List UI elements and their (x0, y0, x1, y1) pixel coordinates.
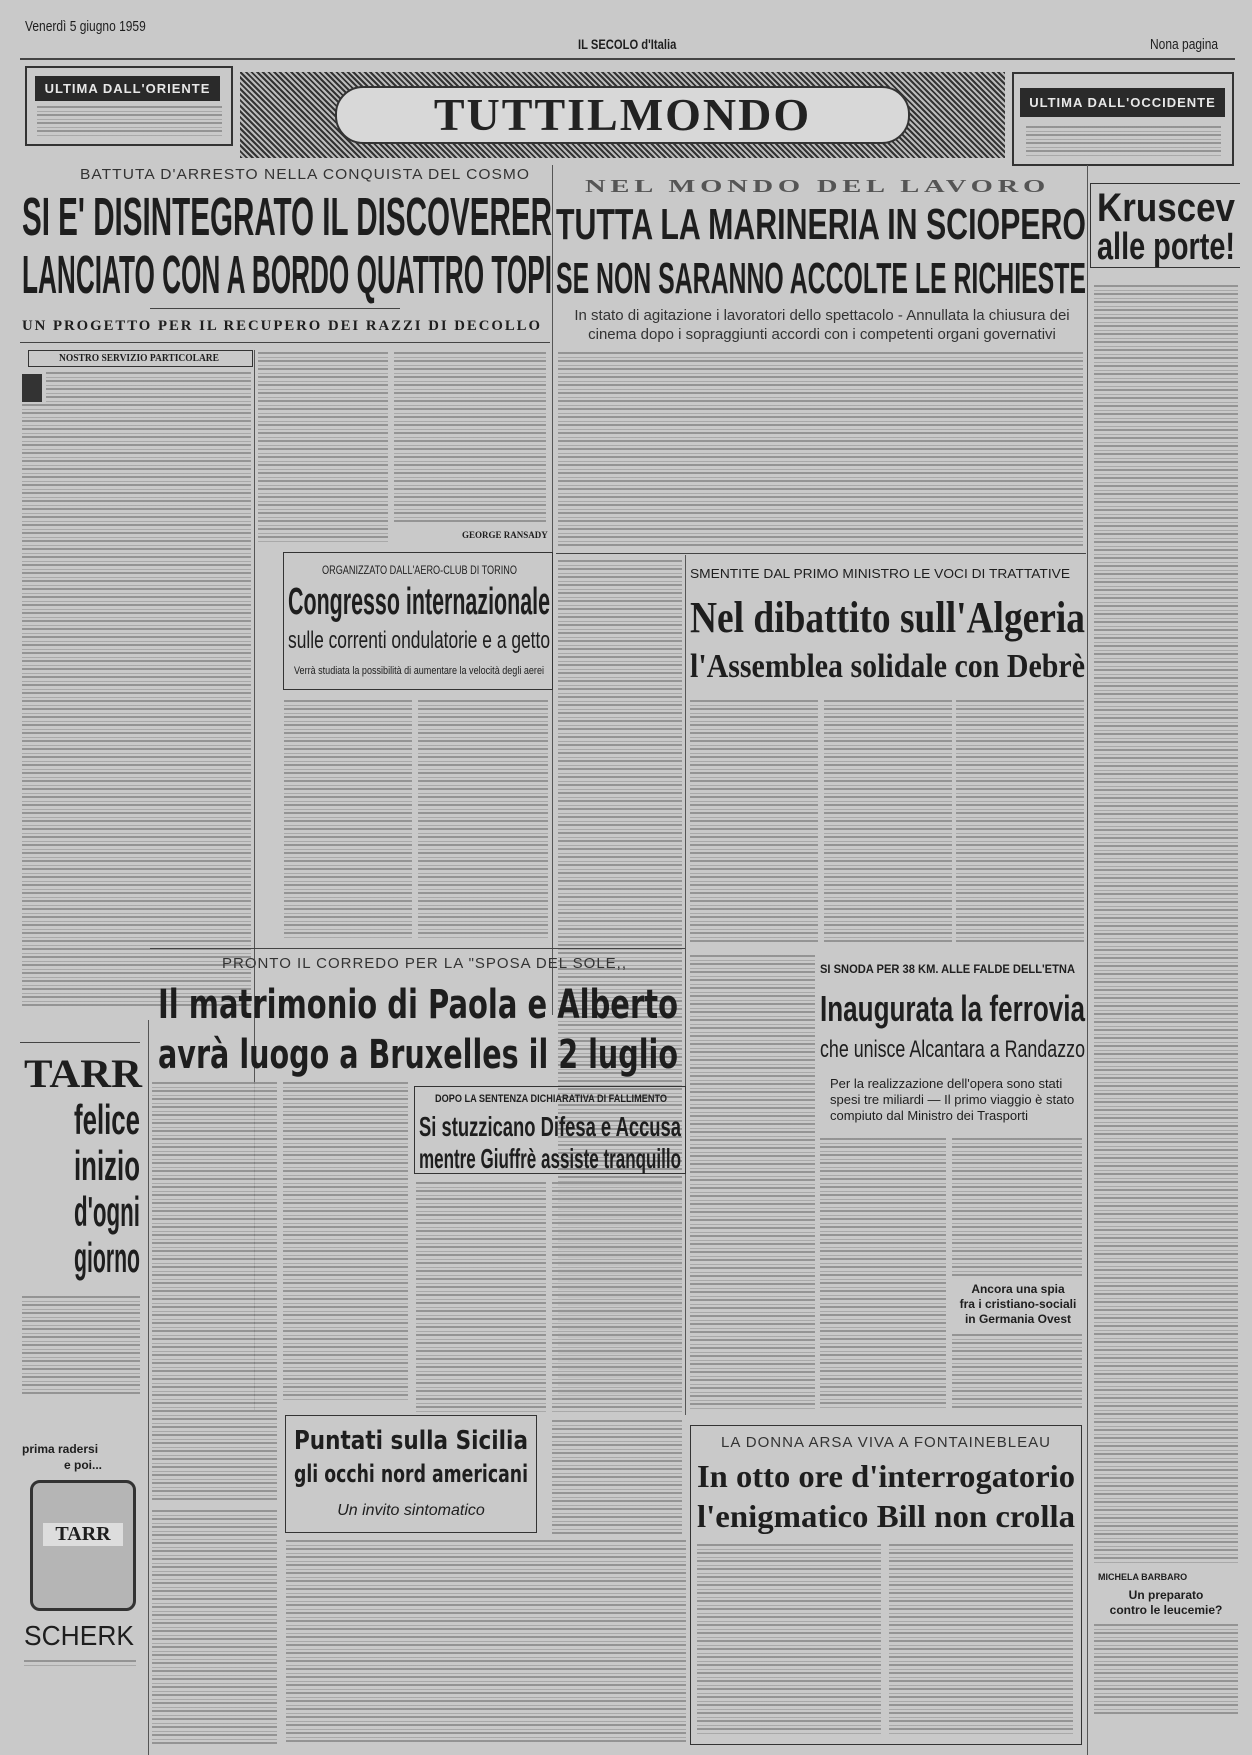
drop-cap (22, 374, 42, 402)
spia-body (952, 1334, 1082, 1410)
advert-tagline-1: prima radersi (22, 1442, 99, 1456)
left-box-text (37, 106, 222, 138)
giuffre-box (414, 1086, 686, 1174)
spia-headline-3: in Germania Ovest (964, 1312, 1072, 1326)
right-news-box (1012, 72, 1234, 166)
kruscev-box (1090, 183, 1240, 268)
bill-box (690, 1425, 1082, 1745)
service-label: NOSTRO SERVIZIO PARTICOLARE (59, 352, 219, 364)
kruscev-headline-2: alle porte! (1097, 226, 1235, 268)
paola-body-col1-lower (152, 1510, 277, 1745)
left-box-label: ULTIMA DALL'ORIENTE (35, 76, 220, 101)
sicilia-headline-2: gli occhi nord americani (294, 1460, 528, 1488)
paola-body-col2 (283, 1082, 408, 1402)
ferrovia-body-col2 (820, 1138, 946, 1410)
algeria-kicker: SMENTITE DAL PRIMO MINISTRO LE VOCI DI TRATTATIVE (690, 566, 1070, 581)
leucemie-headline-1: Un preparato (1128, 1588, 1204, 1602)
bill-body-col1 (697, 1544, 881, 1736)
advert-brand: TARR (24, 1051, 142, 1096)
ferrovia-deck: Per la realizzazione dell'opera sono stati spesi tre miliardi — Il primo viaggio è stato compiuto dal Ministro dei Trasporti (830, 1076, 1075, 1123)
paola-kicker: PRONTO IL CORREDO PER LA "SPOSA DEL SOLE,, (222, 955, 627, 972)
tarr-advert (14, 1040, 146, 1750)
marineria-body (558, 352, 1083, 547)
algeria-body-col4 (956, 700, 1084, 945)
sicilia-deck: Un invito sintomatico (337, 1502, 485, 1519)
bill-headline-2: l'enigmatico Bill non crolla (697, 1498, 1075, 1534)
tarr-bottle-image (30, 1480, 136, 1611)
spia-headline-1: Ancora una spia (971, 1282, 1065, 1296)
congresso-body-col1 (284, 700, 412, 940)
paola-body-col1 (152, 1082, 277, 1502)
algeria-headline-2: l'Assemblea solidale con Debrè (690, 648, 1085, 685)
giuffre-body-lower (552, 1420, 682, 1535)
masthead: IL SECOLO d'Italia (578, 36, 677, 52)
discoverer-subhead: UN PROGETTO PER IL RECUPERO DEI RAZZI DI DECOLLO (22, 318, 542, 334)
header-rule (20, 58, 1235, 60)
service-label-box (28, 350, 253, 367)
bottle-label: TARR (43, 1523, 123, 1546)
advert-slogan-1: felice (74, 1096, 140, 1143)
ferrovia-kicker: SI SNODA PER 38 KM. ALLE FALDE DELL'ETNA (820, 962, 1075, 976)
giuffre-headline-2: mentre Giuffrè assiste tranquillo (419, 1143, 681, 1174)
kruscev-headline-1: Kruscev (1097, 186, 1235, 230)
congresso-deck: Verrà studiata la possibilità di aumentare la velocità degli aerei (294, 665, 544, 677)
advert-maker: SCHERK (24, 1620, 134, 1651)
discoverer-body-col1 (22, 404, 251, 1006)
congresso-body-col2 (418, 700, 548, 940)
spia-headline-2: fra i cristiano-sociali (959, 1297, 1077, 1311)
discoverer-kicker: BATTUTA D'ARRESTO NELLA CONQUISTA DEL COSMO (80, 166, 530, 183)
right-box-label: ULTIMA DALL'OCCIDENTE (1020, 88, 1225, 117)
leucemie-byline: MICHELA BARBARO (1098, 1572, 1188, 1582)
discoverer-byline: GEORGE RANSADY (462, 530, 548, 540)
congresso-headline-1: Congresso internazionale (288, 581, 550, 623)
discoverer-headline-1: SI E' DISINTEGRATO IL DISCOVERER (22, 187, 552, 247)
left-news-box (25, 66, 233, 146)
giuffre-body-col1 (416, 1182, 546, 1412)
leucemie-headline-2: contro le leucemie? (1109, 1603, 1223, 1617)
sicilia-body (286, 1540, 686, 1745)
congresso-box (283, 552, 553, 690)
ferrovia-headline-1: Inaugurata la ferrovia (820, 988, 1085, 1029)
banner (240, 72, 1005, 158)
sicilia-headline-1: Puntati sulla Sicilia (294, 1426, 528, 1456)
giuffre-kicker: DOPO LA SENTENZA DICHIARATIVA DI FALLIMENTO (435, 1093, 667, 1105)
sicilia-box (285, 1415, 537, 1533)
leucemie-body (1094, 1624, 1238, 1716)
advert-slogan-3: d'ogni (74, 1188, 140, 1235)
discoverer-headline-2: LANCIATO CON A BORDO QUATTRO TOPI (22, 245, 552, 305)
paola-headline-2: avrà luogo a Bruxelles il 2 luglio (158, 1032, 678, 1078)
ferrovia-headline-2: che unisce Alcantara a Randazzo (820, 1036, 1085, 1063)
giuffre-headline-1: Si stuzzicano Difesa e Accusa (419, 1111, 681, 1142)
bill-body-col2 (889, 1544, 1073, 1736)
marineria-headline-2: SE NON SARANNO ACCOLTE LE RICHIESTE (556, 254, 1086, 303)
marineria-kicker: NEL MONDO DEL LAVORO (585, 176, 1050, 196)
issue-date: Venerdì 5 giugno 1959 (25, 18, 146, 35)
algeria-body-col2 (690, 700, 818, 945)
bill-headline-1: In otto ore d'interrogatorio (697, 1458, 1075, 1494)
algeria-body-col3 (824, 700, 952, 945)
discoverer-body-col3 (394, 352, 546, 522)
congresso-headline-2: sulle correnti ondulatorie e a getto (288, 627, 550, 654)
discoverer-body-col2 (258, 352, 388, 542)
marineria-headline-1: TUTTA LA MARINERIA IN SCIOPERO (556, 200, 1086, 249)
ferrovia-body-col3 (952, 1138, 1082, 1278)
banner-title: TUTTILMONDO (433, 89, 812, 140)
page-number: Nona pagina (1150, 36, 1219, 53)
advert-tagline-2: e poi... (64, 1458, 103, 1472)
congresso-kicker: ORGANIZZATO DALL'AERO-CLUB DI TORINO (322, 563, 517, 577)
ferrovia-body-col1 (690, 955, 815, 1410)
bill-kicker: LA DONNA ARSA VIVA A FONTAINEBLEAU (721, 1434, 1051, 1451)
advert-body (22, 1296, 140, 1396)
advert-slogan-4: giorno (74, 1234, 140, 1281)
right-box-text (1026, 126, 1221, 156)
advert-slogan-2: inizio (74, 1142, 140, 1189)
paola-headline-1: Il matrimonio di Paola e Alberto (158, 982, 678, 1028)
giuffre-body-col2 (552, 1182, 682, 1412)
algeria-headline-1: Nel dibattito sull'Algeria (690, 593, 1085, 642)
kruscev-body (1094, 285, 1238, 1565)
marineria-deck: In stato di agitazione i lavoratori dello spettacolo - Annullata la chiusura dei cinema dopo i sopraggiunti accordi con i competenti organi governativi (574, 307, 1070, 343)
